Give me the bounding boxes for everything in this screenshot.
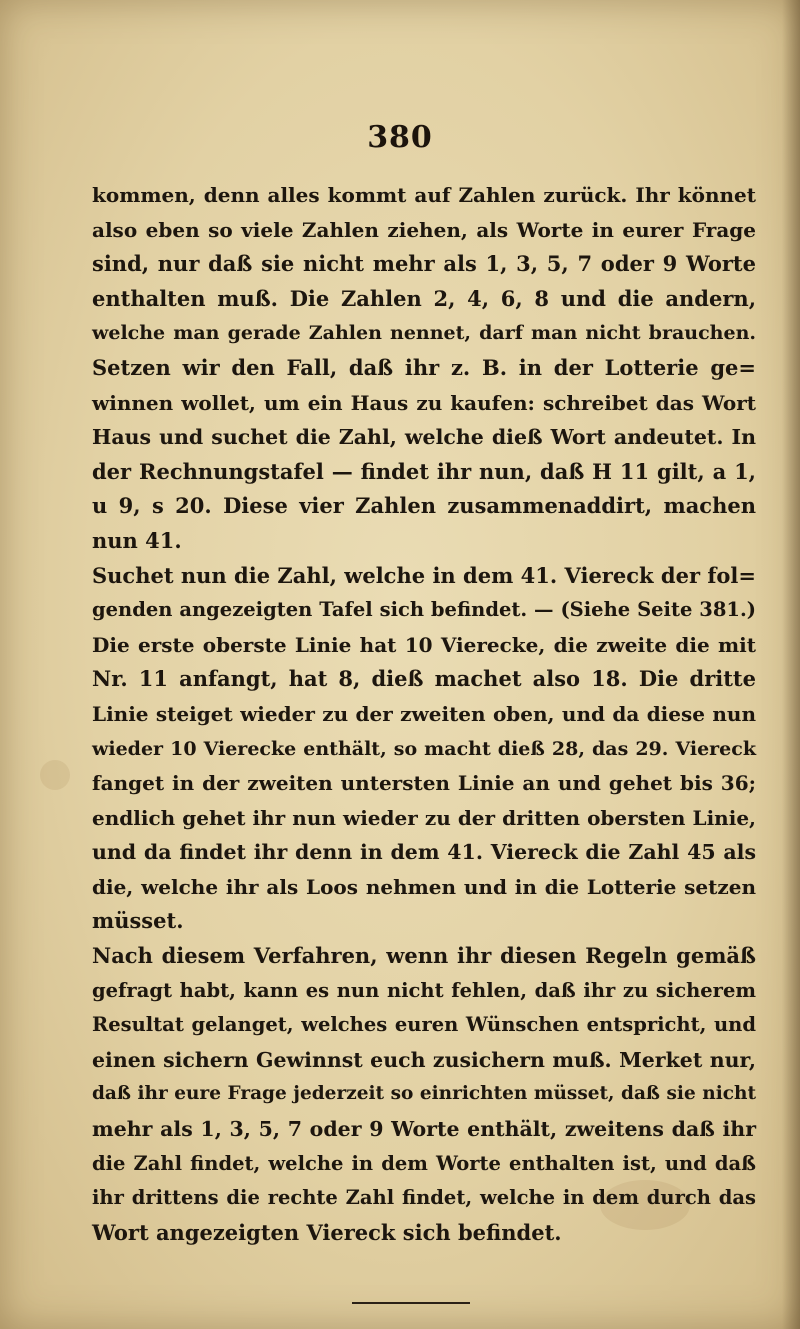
text-line: die, welche ihr als Loos nehmen und in die Lotterie setzen bbox=[92, 874, 756, 899]
text-line: u 9, s 20. Diese vier Zahlen zusammenaddirt, machen bbox=[92, 493, 756, 519]
text-line: sind, nur daß sie nicht mehr als 1, 3, 5, 7 oder 9 Worte bbox=[92, 251, 756, 277]
text-line: Wort angezeigten Viereck sich befindet. bbox=[92, 1219, 562, 1245]
text-line: daß ihr eure Frage jederzeit so einrichten müsset, daß sie nicht bbox=[92, 1083, 756, 1105]
text-line: kommen, denn alles kommt auf Zahlen zurück. Ihr könnet bbox=[92, 183, 756, 207]
text-line: welche man gerade Zahlen nennet, darf man nicht brauchen. bbox=[92, 322, 756, 345]
text-line: mehr als 1, 3, 5, 7 oder 9 Worte enthält, zweitens daß ihr bbox=[92, 1117, 756, 1142]
text-line: gefragt habt, kann es nun nicht fehlen, daß ihr zu sicherem bbox=[92, 978, 756, 1002]
text-line: Suchet nun die Zahl, welche in dem 41. Viereck der fol= bbox=[92, 562, 756, 588]
text-line: der Rechnungstafel — findet ihr nun, daß H 11 gilt, a 1, bbox=[92, 458, 756, 484]
text-line: Die erste oberste Linie hat 10 Vierecke, die zweite die mit bbox=[92, 632, 756, 657]
text-line: Nr. 11 anfangt, hat 8, dieß machet also 18. Die dritte bbox=[92, 666, 756, 692]
text-line: enthalten muß. Die Zahlen 2, 4, 6, 8 und die andern, bbox=[92, 285, 756, 311]
body-text bbox=[92, 178, 756, 1250]
text-line: fanget in der zweiten untersten Linie an und gehet bis 36; bbox=[92, 771, 756, 796]
text-line: winnen wollet, um ein Haus zu kaufen: schreibet das Wort bbox=[92, 390, 756, 415]
text-line: Resultat gelanget, welches euren Wünschen entspricht, und bbox=[92, 1013, 756, 1037]
text-line: Haus und suchet die Zahl, welche dieß Wort andeutet. In bbox=[92, 425, 756, 450]
text-line: müsset. bbox=[92, 908, 184, 934]
text-line: nun 41. bbox=[92, 527, 182, 553]
page-edge-shadow bbox=[782, 0, 800, 1329]
text-line: die Zahl findet, welche in dem Worte enthalten ist, und daß bbox=[92, 1151, 756, 1175]
text-line: einen sichern Gewinnst euch zusichern muß. Merket nur, bbox=[92, 1047, 756, 1072]
page-number: 380 bbox=[367, 120, 433, 155]
text-line: ihr drittens die rechte Zahl findet, welche in dem durch das bbox=[92, 1186, 756, 1210]
text-line: wieder 10 Vierecke enthält, so macht dieß 28, das 29. Viereck bbox=[92, 737, 756, 760]
section-end-rule bbox=[352, 1302, 470, 1304]
paper-stain bbox=[40, 760, 70, 790]
text-line: Linie steiget wieder zu der zweiten oben, und da diese nun bbox=[92, 701, 756, 726]
text-line: genden angezeigten Tafel sich befindet. — (Siehe Seite 381.) bbox=[92, 598, 756, 622]
text-line: also eben so viele Zahlen ziehen, als Worte in eurer Frage bbox=[92, 217, 756, 242]
text-line: endlich gehet ihr nun wieder zu der dritten obersten Linie, bbox=[92, 805, 756, 830]
text-line: Setzen wir den Fall, daß ihr z. B. in der Lotterie ge= bbox=[92, 354, 756, 380]
text-line: und da findet ihr denn in dem 41. Viereck die Zahl 45 als bbox=[92, 840, 756, 865]
text-line: Nach diesem Verfahren, wenn ihr diesen Regeln gemäß bbox=[92, 943, 756, 969]
